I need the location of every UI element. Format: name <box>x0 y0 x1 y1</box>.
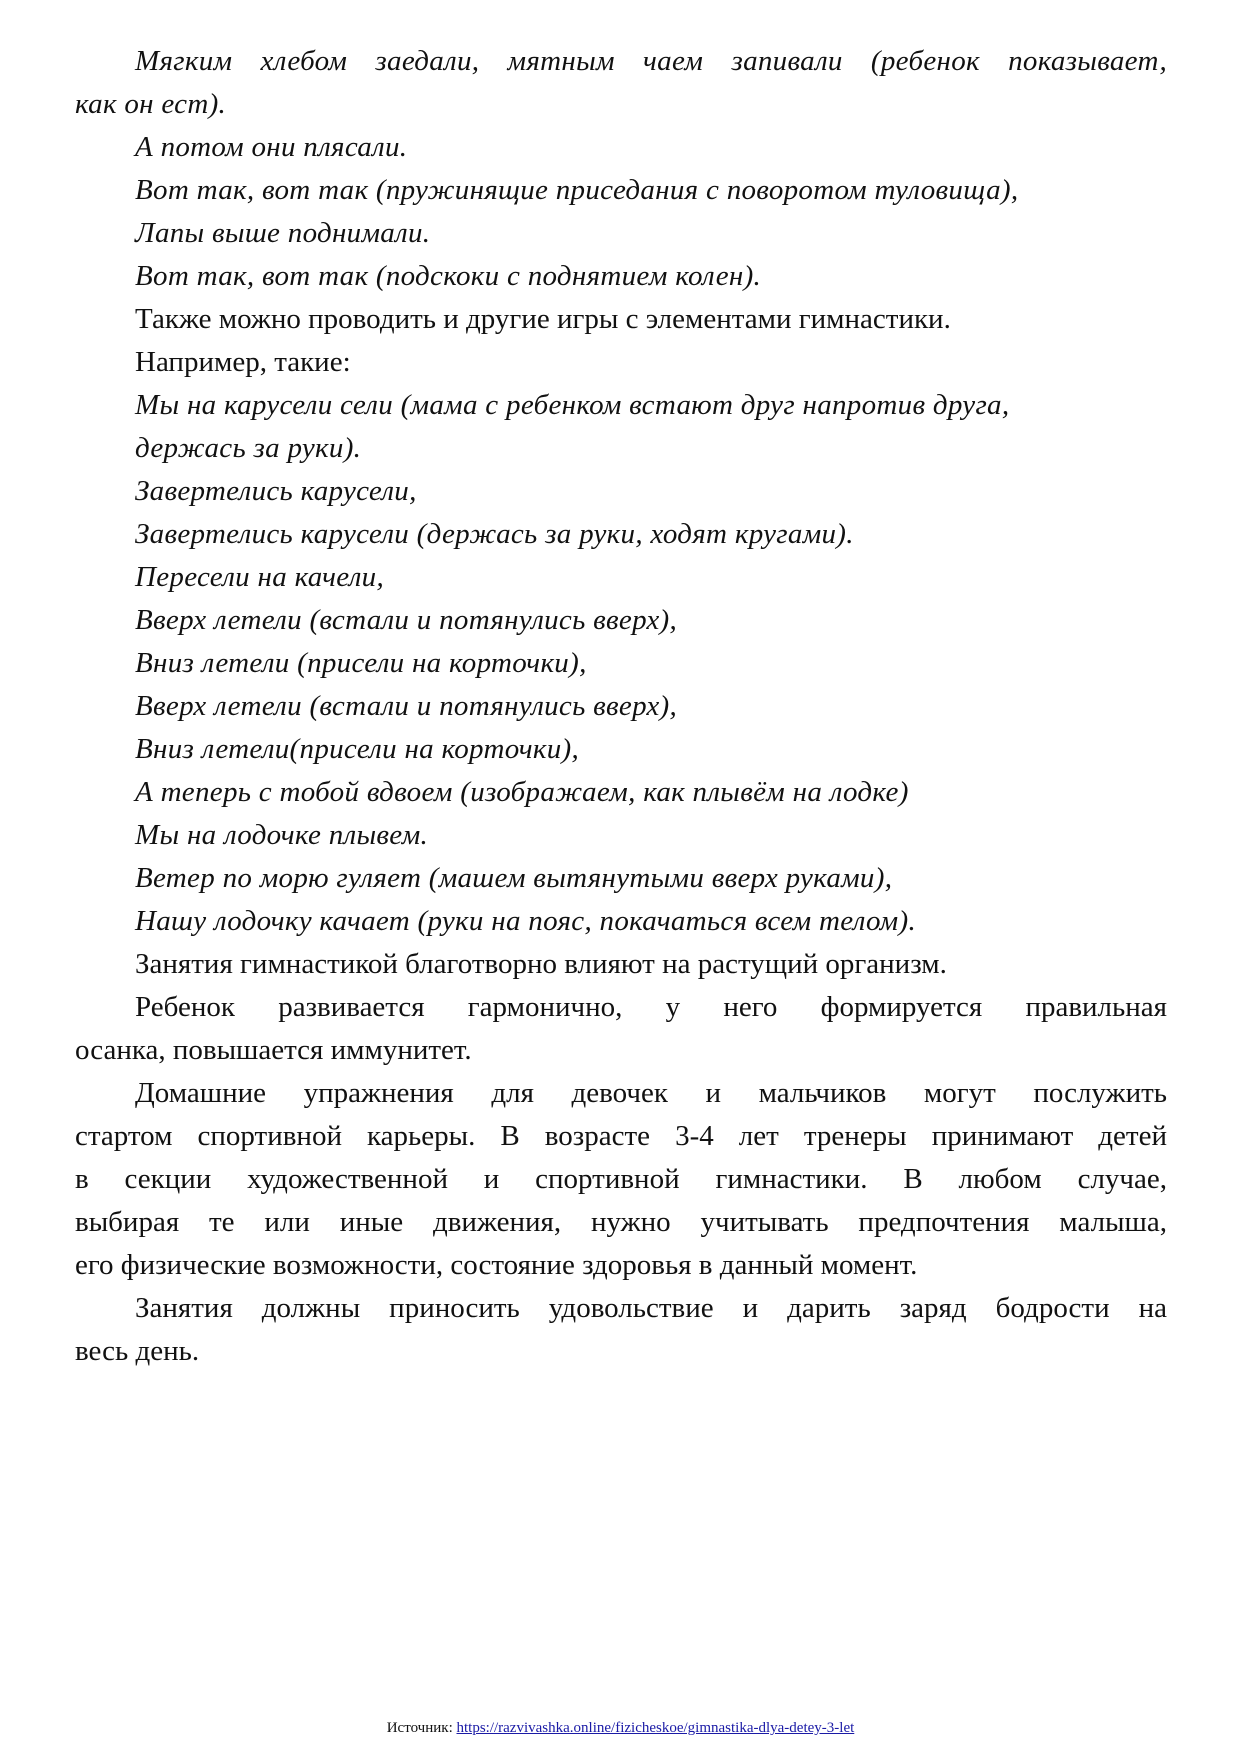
text-line: Пересели на качели, <box>135 561 385 593</box>
text-line: осанка, повышается иммунитет. <box>75 1034 472 1066</box>
text-line: Вверх летели (встали и потянулись вверх), <box>135 690 678 722</box>
text-line: в секции художественной и спортивной гимнастики. В любом случае, <box>75 1163 1167 1195</box>
text-line: Вот так, вот так (пружинящие приседания с поворотом туловища), <box>135 174 1019 206</box>
text-line: Также можно проводить и другие игры с элементами гимнастики. <box>135 303 951 335</box>
text-line: Лапы выше поднимали. <box>135 217 431 249</box>
text-line: Домашние упражнения для девочек и мальчиков могут послужить <box>135 1077 1167 1109</box>
source-footer <box>0 1718 1241 1738</box>
text-line: Вверх летели (встали и потянулись вверх), <box>135 604 678 636</box>
text-line: А теперь с тобой вдвоем (изображаем, как плывём на лодке) <box>135 776 909 808</box>
text-line: Вниз летели(присели на корточки), <box>135 733 580 765</box>
text-line: как он ест). <box>75 88 227 120</box>
text-line: А потом они плясали. <box>135 131 408 163</box>
text-line: его физические возможности, состояние здоровья в данный момент. <box>75 1249 918 1281</box>
source-label: Источник: <box>386 1720 457 1736</box>
text-line: Завертелись карусели, <box>135 475 417 507</box>
text-line: Занятия гимнастикой благотворно влияют на растущий организм. <box>135 948 947 980</box>
text-line: весь день. <box>75 1335 200 1367</box>
text-line: Мягким хлебом заедали, мятным чаем запивали (ребенок показывает, <box>135 45 1167 77</box>
text-line: Мы на лодочке плывем. <box>135 819 429 851</box>
document-body <box>75 40 1167 1373</box>
text-line: Мы на карусели сели (мама с ребенком встают друг напротив друга, <box>135 389 1010 421</box>
text-line: Нашу лодочку качает (руки на пояс, покачаться всем телом). <box>135 905 916 937</box>
text-line: Вот так, вот так (подскоки с поднятием колен). <box>135 260 762 292</box>
text-line: стартом спортивной карьеры. В возрасте 3-4 лет тренеры принимают детей <box>75 1120 1167 1152</box>
text-line: Занятия должны приносить удовольствие и дарить заряд бодрости на <box>135 1292 1167 1324</box>
text-line: Ветер по морю гуляет (машем вытянутыми вверх руками), <box>135 862 893 894</box>
text-line: держась за руки). <box>135 432 362 464</box>
text-line: Например, такие: <box>135 346 351 378</box>
text-line: выбирая те или иные движения, нужно учитывать предпочтения малыша, <box>75 1206 1167 1238</box>
text-line: Завертелись карусели (держась за руки, ходят кругами). <box>135 518 854 550</box>
source-link[interactable]: https://razvivashka.online/fizicheskoe/gimnastika-dlya-detey-3-let <box>456 1720 855 1736</box>
text-line: Вниз летели (присели на корточки), <box>135 647 587 679</box>
text-line: Ребенок развивается гармонично, у него формируется правильная <box>135 991 1167 1023</box>
